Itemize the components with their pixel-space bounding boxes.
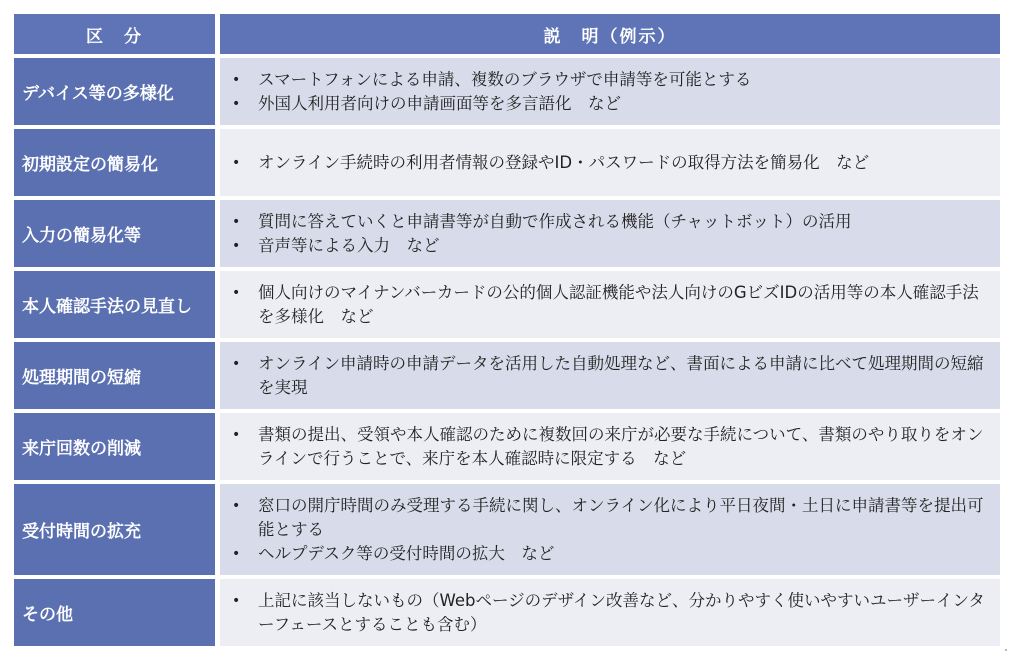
examples-table <box>14 14 1000 646</box>
row-description <box>220 200 1000 267</box>
bullet-icon: • <box>232 154 241 171</box>
corner-mark <box>1005 649 1007 651</box>
bullet-icon: • <box>232 237 241 254</box>
row-description <box>220 413 1000 480</box>
list-item <box>230 151 990 175</box>
row-category: 入力の簡易化等 <box>14 200 215 267</box>
bullet-icon: • <box>232 355 241 372</box>
bullet-text: オンライン申請時の申請データを活用した自動処理など、書面による申請に比べて処理期間の短縮を実現 <box>258 353 984 397</box>
list-item <box>230 68 990 92</box>
bullet-icon: • <box>232 95 241 112</box>
list-item <box>230 494 990 542</box>
row-description <box>220 342 1000 409</box>
row-category: 本人確認手法の見直し <box>14 271 215 338</box>
list-item <box>230 234 990 258</box>
bullet-text: 外国人利用者向けの申請画面等を多言語化 など <box>258 93 621 113</box>
list-item <box>230 589 990 637</box>
list-item <box>230 542 990 566</box>
header-description: 説 明（例示） <box>220 14 1000 54</box>
bullet-icon: • <box>232 213 241 230</box>
row-category: 初期設定の簡易化 <box>14 129 215 196</box>
bullet-icon: • <box>232 71 241 88</box>
list-item <box>230 92 990 116</box>
list-item <box>230 281 990 329</box>
row-category: 来庁回数の削減 <box>14 413 215 480</box>
bullet-text: 個人向けのマイナンバーカードの公的個人認証機能や法人向けのGビズIDの活用等の本人確認手法を多様化 など <box>258 282 979 326</box>
row-description <box>220 129 1000 196</box>
bullet-text: スマートフォンによる申請、複数のブラウザで申請等を可能とする <box>258 69 752 89</box>
row-description <box>220 579 1000 646</box>
bullet-icon: • <box>232 497 241 514</box>
bullet-text: オンライン手続時の利用者情報の登録やID・パスワードの取得方法を簡易化 など <box>258 152 870 172</box>
list-item <box>230 210 990 234</box>
list-item <box>230 352 990 400</box>
header-category: 区 分 <box>14 14 215 54</box>
bullet-text: 音声等による入力 など <box>258 235 440 255</box>
bullet-icon: • <box>232 592 241 609</box>
list-item <box>230 423 990 471</box>
bullet-text: ヘルプデスク等の受付時間の拡大 など <box>258 543 555 563</box>
bullet-text: 質問に答えていくと申請書等が自動で作成される機能（チャットボット）の活用 <box>258 211 852 231</box>
row-category: 処理期間の短縮 <box>14 342 215 409</box>
bullet-icon: • <box>232 426 241 443</box>
row-category: 受付時間の拡充 <box>14 484 215 575</box>
bullet-text: 上記に該当しないもの（Webページのデザイン改善など、分かりやすく使いやすいユーザーインターフェースとすることも含む） <box>258 590 985 634</box>
bullet-text: 書類の提出、受領や本人確認のために複数回の来庁が必要な手続について、書類のやり取りをオンラインで行うことで、来庁を本人確認時に限定する など <box>258 424 984 468</box>
row-category: その他 <box>14 579 215 646</box>
row-description <box>220 484 1000 575</box>
bullet-icon: • <box>232 545 241 562</box>
bullet-icon: • <box>232 284 241 301</box>
row-description <box>220 58 1000 125</box>
row-category: デバイス等の多様化 <box>14 58 215 125</box>
bullet-text: 窓口の開庁時間のみ受理する手続に関し、オンライン化により平日夜間・土日に申請書等を提出可能とする <box>258 495 984 539</box>
row-description <box>220 271 1000 338</box>
